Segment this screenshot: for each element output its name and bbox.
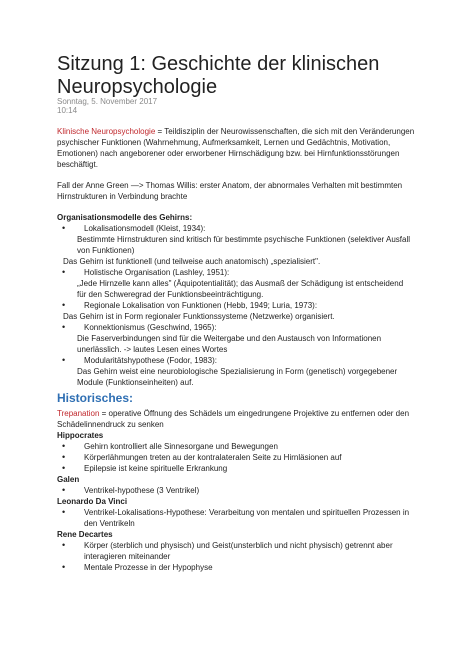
title-line-2: Neuropsychologie bbox=[57, 76, 218, 98]
list-item: Mentale Prozesse in der Hypophyse bbox=[84, 563, 213, 572]
intro-line-2: psychischer Funktionen (Wahrnehmung, Aufmerksamkeit, Lernen und Gedächtnis, Motivation, bbox=[57, 138, 391, 147]
bullet-icon: • bbox=[62, 463, 66, 473]
model-konnektionismus: Konnektionismus (Geschwind, 1965): bbox=[84, 323, 217, 332]
trepanation-definition: = operative Öffnung des Schädels um eingedrungene Projektive zu entfernen oder den bbox=[99, 409, 410, 418]
bullet-icon: • bbox=[62, 441, 66, 451]
list-item: Körper (sterblich und physisch) und Geist(unsterblich und nicht physisch) getrennt aber bbox=[84, 541, 393, 550]
anne-green-line-1: Fall der Anne Green —> Thomas Willis: erster Anatom, der abnormales Verhalten mit bestimmten bbox=[57, 181, 403, 190]
trepanation-line-1 bbox=[57, 408, 409, 419]
bullet-icon: • bbox=[62, 322, 66, 332]
model-text: unerlässlich. -> lautes Lesen eines Wortes bbox=[77, 345, 228, 354]
bullet-icon: • bbox=[62, 267, 66, 277]
model-modularitaet: Modularitätshypothese (Fodor, 1983): bbox=[84, 356, 217, 365]
bullet-icon: • bbox=[62, 223, 66, 233]
bullet-icon: • bbox=[62, 355, 66, 365]
term-trepanation: Trepanation bbox=[57, 409, 100, 418]
model-text: Das Gehirn ist in Form regionaler Funktionssysteme (Netzwerke) organisiert. bbox=[63, 312, 335, 321]
bullet-icon: • bbox=[62, 452, 66, 462]
list-item: Körperlähmungen treten au der kontralateralen Seite zu Hirnläsionen auf bbox=[84, 453, 342, 462]
trepanation-line-2: Schädelinnendruck zu senken bbox=[57, 420, 164, 429]
model-text: Das Gehirn weist eine neurobiologische Spezialisierung in Form (genetisch) vorgegebener bbox=[77, 367, 398, 376]
model-text: von Funktionen) bbox=[77, 246, 135, 255]
model-text: Module (Funktionseinheiten) auf. bbox=[77, 378, 194, 387]
model-text: „Jede Hirnzelle kann alles" (Äquipotentialität); das Ausmaß der Schädigung ist entscheidend bbox=[77, 279, 404, 288]
list-item: Ventrikel-Lokalisations-Hypothese: Verarbeitung von mentalen und spirituellen Prozessen in bbox=[84, 508, 410, 517]
person-galen: Galen bbox=[57, 475, 80, 484]
anne-green-line-2: Hirnstrukturen in Verbindung brachte bbox=[57, 192, 188, 201]
person-hippocrates: Hippocrates bbox=[57, 431, 104, 440]
title-line-1: Sitzung 1: Geschichte der klinischen bbox=[57, 53, 380, 75]
model-text: für den Schweregrad der Funktionsbeeinträchtigung. bbox=[77, 290, 264, 299]
term-klinische-neuropsychologie: Klinische Neuropsychologie bbox=[57, 127, 156, 136]
model-holistisch: Holistische Organisation (Lashley, 1951): bbox=[84, 268, 230, 277]
intro-line-1 bbox=[57, 126, 414, 137]
bullet-icon: • bbox=[62, 507, 66, 517]
models-heading: Organisationsmodelle des Gehirns: bbox=[57, 213, 193, 222]
model-text: Die Faserverbindungen sind für die Weitergabe und den Austausch von Informationen bbox=[77, 334, 382, 343]
page-date: Sonntag, 5. November 2017 bbox=[57, 97, 158, 106]
model-lokalisation: Lokalisationsmodell (Kleist, 1934): bbox=[84, 224, 206, 233]
model-text: Das Gehirn ist funktionell (und teilweise auch anatomisch) „spezialisiert". bbox=[63, 257, 321, 266]
list-item: Gehirn kontrolliert alle Sinnesorgane und Bewegungen bbox=[84, 442, 278, 451]
model-regional: Regionale Lokalisation von Funktionen (Hebb, 1949; Luria, 1973): bbox=[84, 301, 318, 310]
intro-definition: = Teildisziplin der Neurowissenschaften, die sich mit den Veränderungen bbox=[155, 127, 415, 136]
page-time: 10:14 bbox=[57, 106, 78, 115]
list-item-continuation: interagieren miteinander bbox=[84, 552, 171, 561]
intro-line-3: Emotionen) nach angeborener oder erworbener Hirnschädigung bzw. bei Hirnfunktionsstörungen bbox=[57, 149, 400, 158]
person-davinci: Leonardo Da Vinci bbox=[57, 497, 128, 506]
model-text: Bestimmte Hirnstrukturen sind kritisch für bestimmte psychische Funktionen (selektiver Ausfall bbox=[77, 235, 411, 244]
history-heading: Historisches: bbox=[57, 391, 134, 405]
bullet-icon: • bbox=[62, 540, 66, 550]
list-item-continuation: den Ventrikeln bbox=[84, 519, 135, 528]
intro-line-4: beschäftigt. bbox=[57, 160, 98, 169]
bullet-icon: • bbox=[62, 562, 66, 572]
list-item: Ventrikel-hypothese (3 Ventrikel) bbox=[84, 486, 200, 495]
page-title bbox=[57, 53, 447, 99]
list-item: Epilepsie ist keine spirituelle Erkrankung bbox=[84, 464, 228, 473]
bullet-icon: • bbox=[62, 300, 66, 310]
bullet-icon: • bbox=[62, 485, 66, 495]
person-descartes: Rene Decartes bbox=[57, 530, 113, 539]
